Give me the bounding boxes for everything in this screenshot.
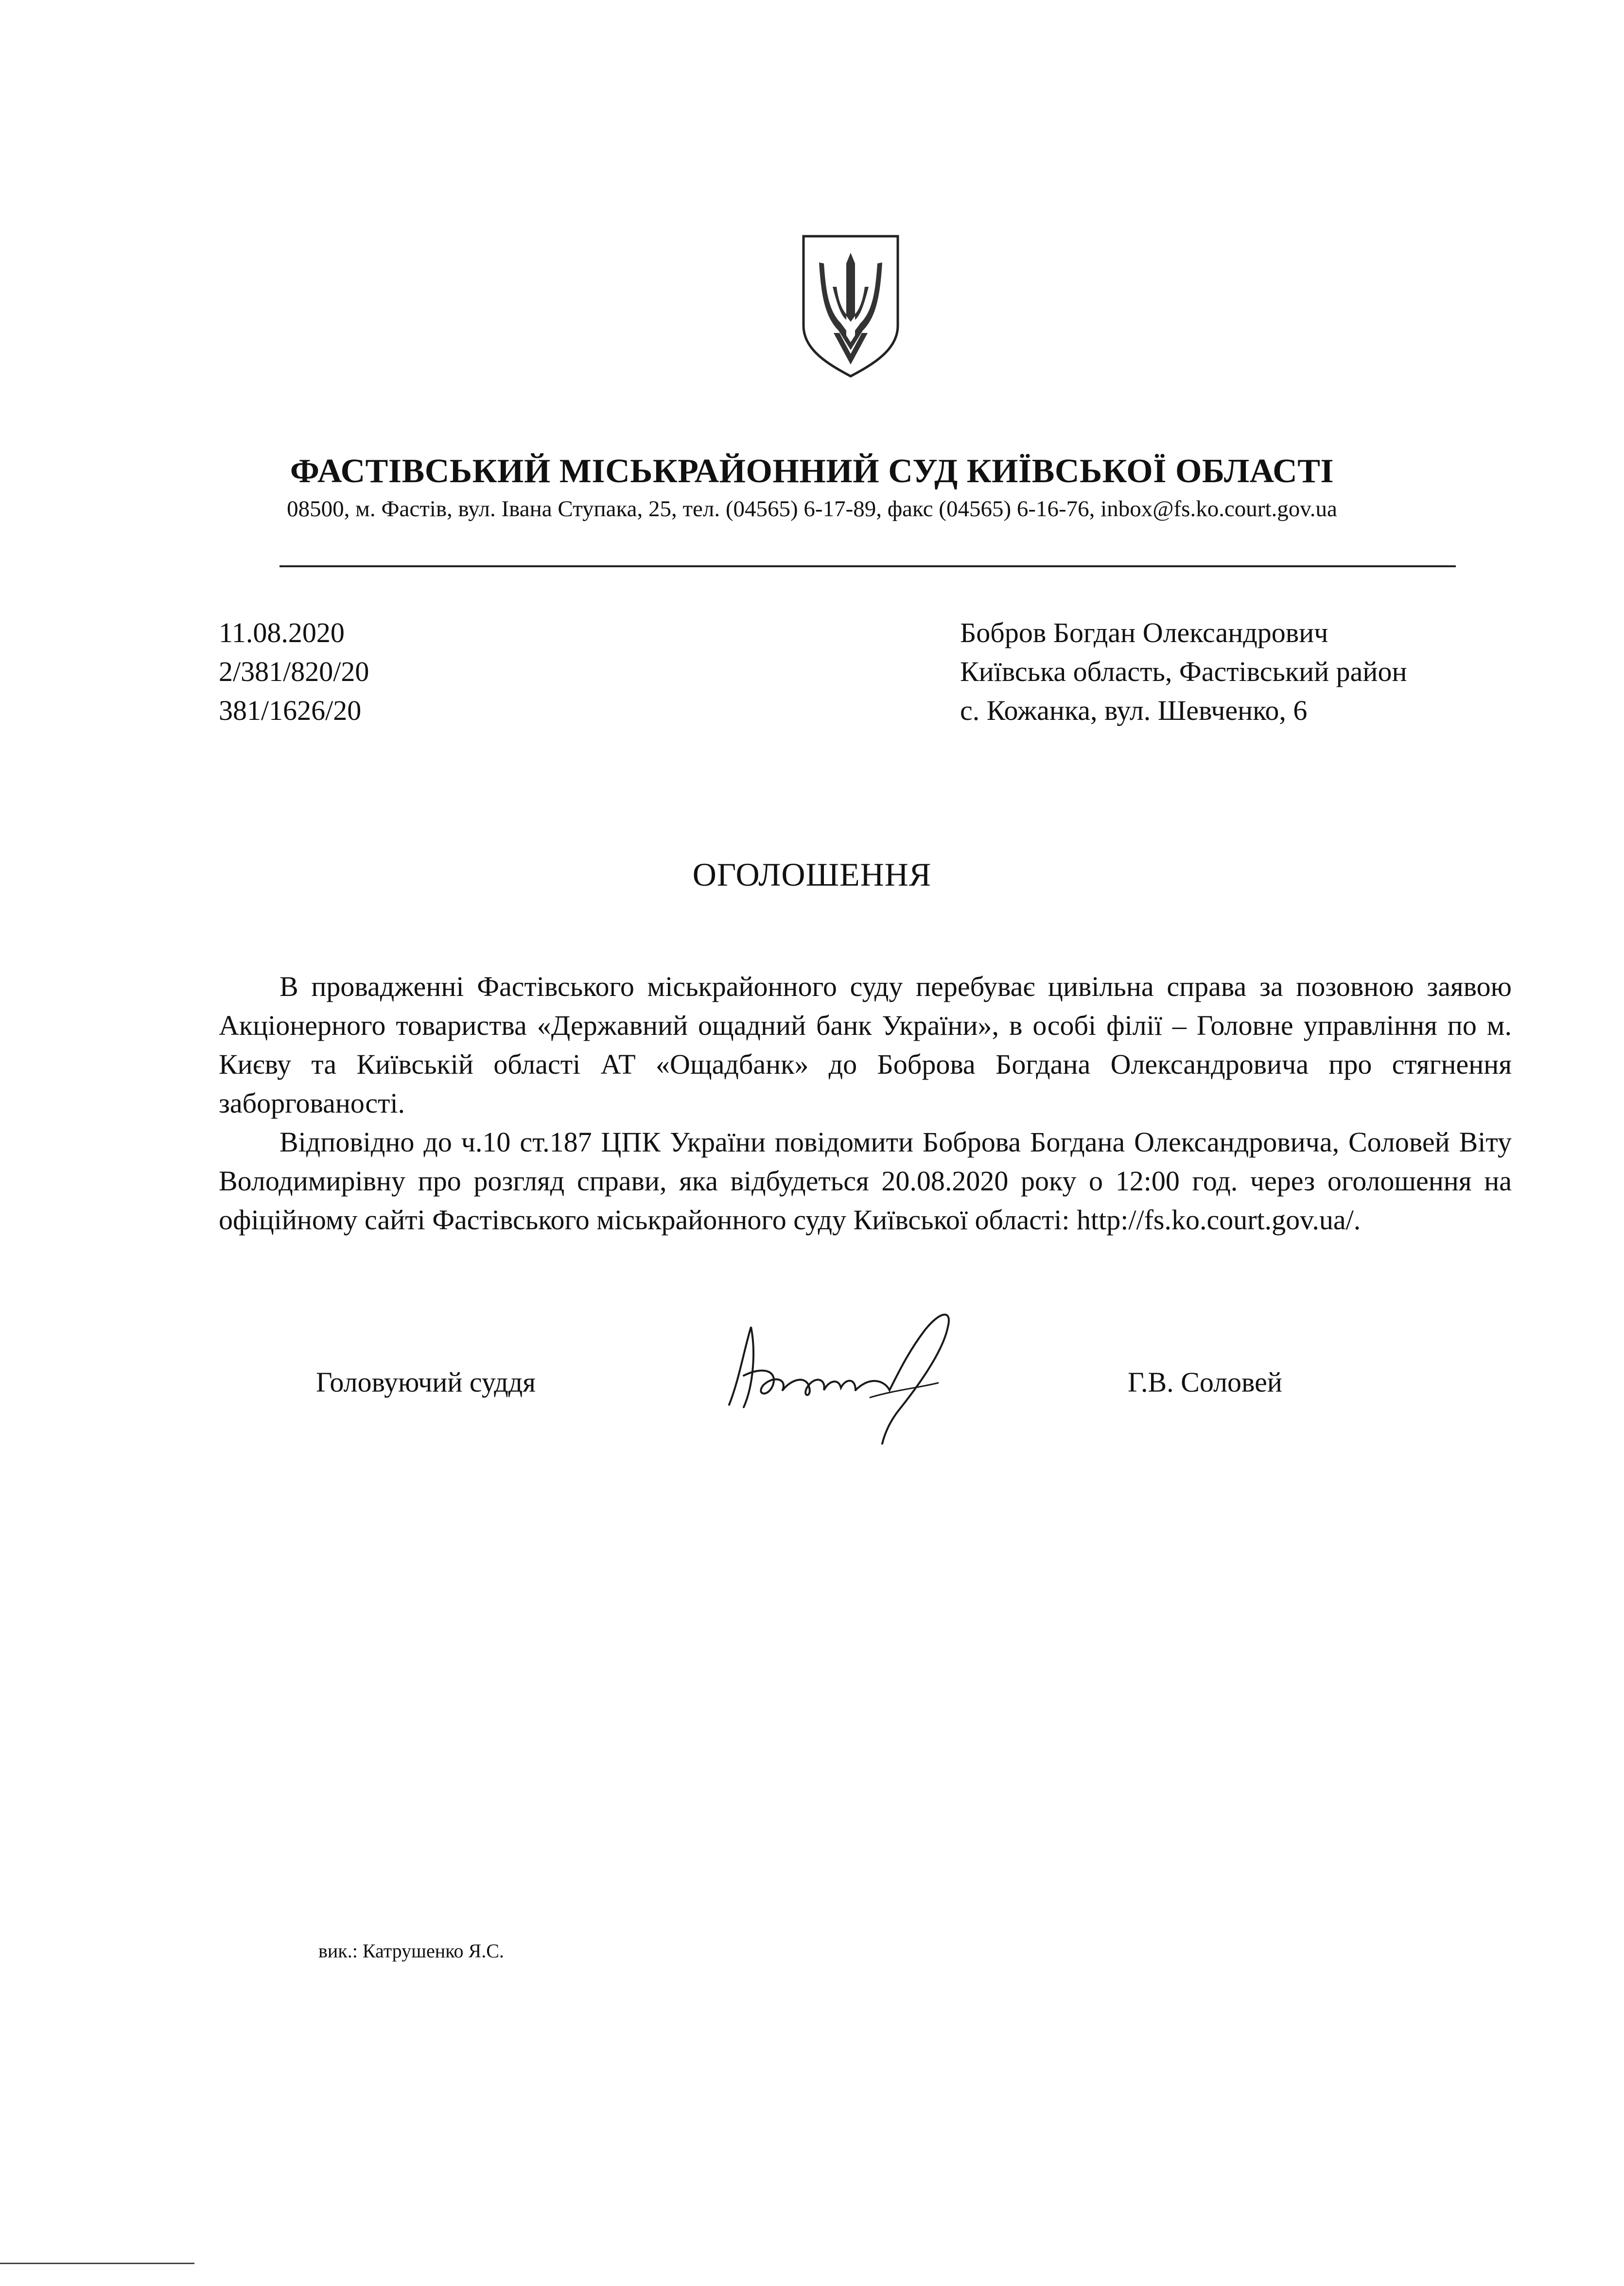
recipient-block bbox=[960, 613, 1407, 730]
document-title: ОГОЛОШЕННЯ bbox=[692, 856, 932, 893]
ukraine-trident-icon bbox=[800, 233, 902, 379]
footer-divider bbox=[0, 2263, 194, 2264]
recipient-name: Бобров Богдан Олександрович bbox=[960, 617, 1328, 648]
document-date: 11.08.2020 bbox=[219, 617, 345, 648]
outgoing-number: 381/1626/20 bbox=[219, 695, 362, 726]
court-name: ФАСТІВСЬКИЙ МІСЬКРАЙОННИЙ СУД КИЇВСЬКОЇ ОБЛАСТІ bbox=[290, 453, 1334, 490]
body-paragraph-2: Відповідно до ч.10 ст.187 ЦПК України повідомити Боброва Богдана Олександровича, Соловей Віту Володимирівну про розгляд справи, яка відбудеться 20.08.2020 року о 12:00 год. через оголошення на офіційному сайті Фастівського міськрайонного суду Київської області: http://fs.ko.court.gov.ua/. bbox=[219, 1126, 1512, 1236]
court-address: 08500, м. Фастів, вул. Івана Ступака, 25, тел. (04565) 6-17-89, факс (04565) 6-16-76, inbox@fs.ko.court.gov.ua bbox=[287, 496, 1337, 522]
document-meta bbox=[219, 613, 369, 730]
body-paragraph-1: В провадженні Фастівського міськрайонного суду перебуває цивільна справа за позовною заявою Акціонерного товариства «Державний ощадний банк України», в особі філії – Головне управління по м. Києву та Київській області АТ «Ощадбанк» до Боброва Богдана Олександровича про стягнення заборгованості. bbox=[219, 971, 1512, 1119]
recipient-region: Київська область, Фастівський район bbox=[960, 656, 1407, 687]
judge-name: Г.В. Соловей bbox=[1128, 1366, 1282, 1398]
executor-note: вик.: Катрушенко Я.С. bbox=[318, 1940, 504, 1962]
case-number: 2/381/820/20 bbox=[219, 656, 369, 687]
handwritten-signature-icon bbox=[710, 1293, 982, 1448]
header-divider bbox=[279, 565, 1456, 567]
document-body bbox=[219, 967, 1512, 1239]
judge-role: Головуючий суддя bbox=[316, 1366, 536, 1398]
recipient-street: с. Кожанка, вул. Шевченко, 6 bbox=[960, 695, 1308, 726]
